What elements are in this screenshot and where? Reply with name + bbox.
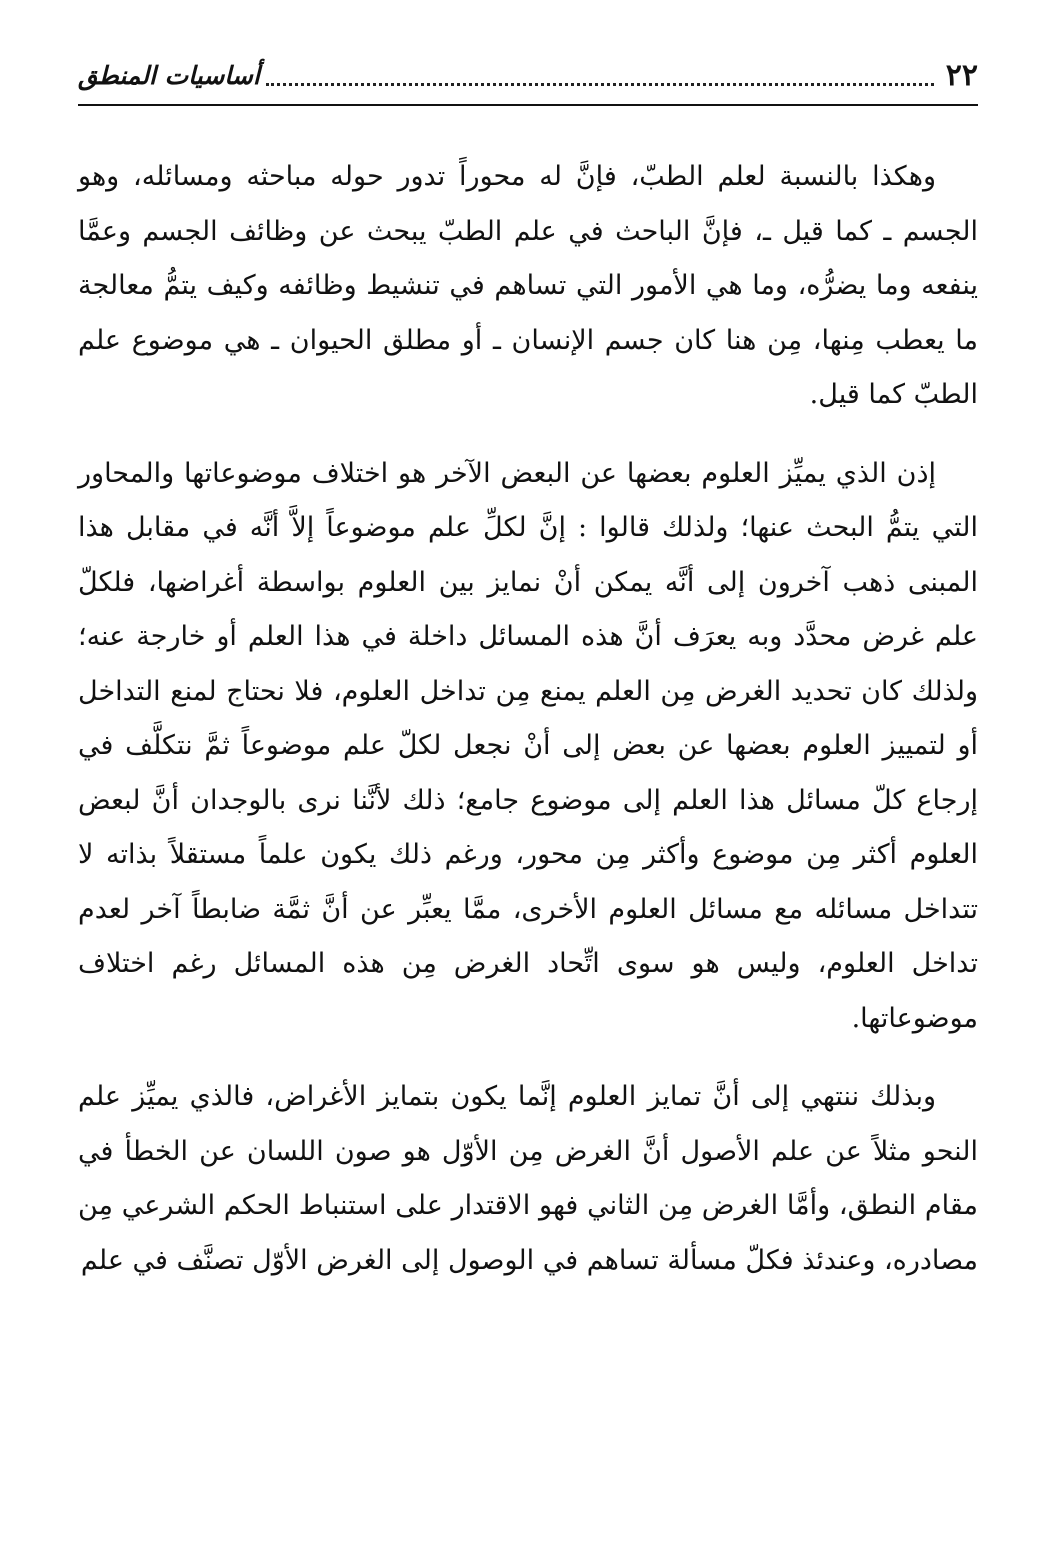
header-rule: [78, 104, 978, 106]
paragraph-1: وهكذا بالنسبة لعلم الطبّ، فإنَّ له محوراً تدور حوله مباحثه ومسائله، وهو الجسم ـ كما قيل ـ، فإنَّ الباحث في علم الطبّ يبحث عن وظائف الجسم وعمَّا ينفعه وما يضرُّه، وما هي الأمور التي تساهم في تنشيط وظائفه وكيف يتمُّ معالجة ما يعطب مِنها، مِن هنا كان جسم الإنسان ـ أو مطلق الحيوان ـ هي موضوع علم الطبّ كما قيل.: [78, 161, 978, 410]
paragraph-2: إذن الذي يميِّز العلوم بعضها عن البعض الآخر هو اختلاف موضوعاتها والمحاور التي يتمُّ البحث عنها؛ ولذلك قالوا : إنَّ لكلِّ علم موضوعاً إلاَّ أنَّه في مقابل هذا المبنى ذهب آخرون إلى أنَّه يمكن أنْ نمايز بين العلوم بواسطة أغراضها، فلكلّ علم غرض محدَّد وبه يعرَف أنَّ هذه المسائل داخلة في هذا العلم أو خارجة عنه؛ ولذلك كان تحديد الغرض مِن العلم يمنع مِن تداخل العلوم، فلا نحتاج لمنع التداخل أو لتمييز العلوم بعضها عن بعض إلى أنْ نجعل لكلّ علم موضوعاً ثمَّ نتكلَّف في إرجاع كلّ مسائل هذا العلم إلى موضوع جامع؛ ذلك لأنَّنا نرى بالوجدان أنَّ لبعض العلوم أكثر مِن موضوع وأكثر مِن محور، ورغم ذلك يكون علماً مستقلاً بذاته لا تتداخل مسائله مع مسائل العلوم الأخرى، ممَّا يعبِّر عن أنَّ ثمَّة ضابطاً آخر لعدم تداخل العلوم، وليس هو سوى اتِّحاد الغرض مِن هذه المسائل رغم اختلاف موضوعاتها.: [78, 457, 978, 1034]
book-title: أساسيات المنطق: [78, 61, 260, 90]
body-text: [78, 150, 978, 1288]
dot-leader: [266, 83, 934, 86]
document-page: [78, 48, 978, 1312]
running-header: [78, 48, 978, 96]
page-number: ٢٢: [945, 58, 978, 93]
paragraph-3: وبذلك ننتهي إلى أنَّ تمايز العلوم إنَّما يكون بتمايز الأغراض، فالذي يميِّز علم النحو مثلاً عن علم الأصول أنَّ الغرض مِن الأوّل هو صون اللسان عن الخطأ في مقام النطق، وأمَّا الغرض مِن الثاني فهو الاقتدار على استنباط الحكم الشرعي مِن مصادره، وعندئذ فكلّ مسألة تساهم في الوصول إلى الغرض الأوّل تصنَّف في علم: [78, 1081, 978, 1276]
